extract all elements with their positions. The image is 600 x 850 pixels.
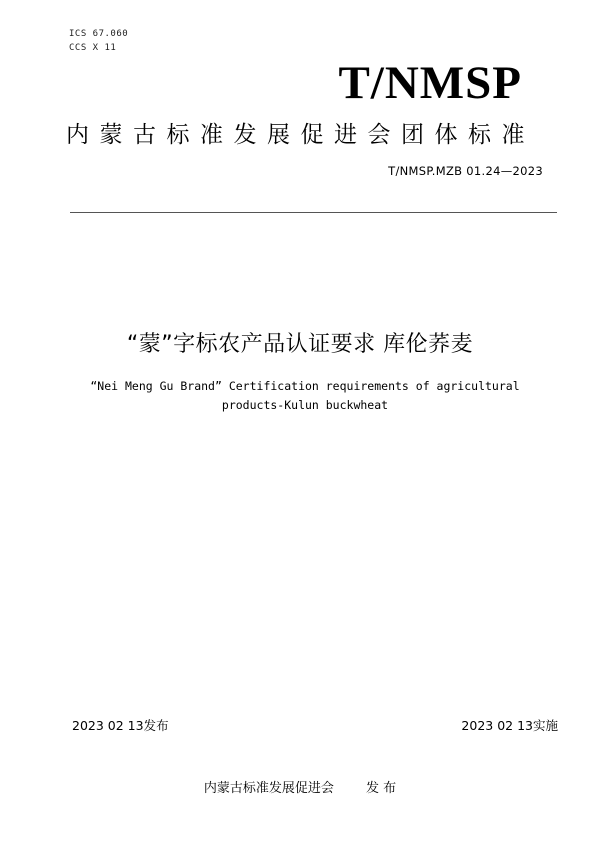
document-title-chinese: “蒙”字标农产品认证要求 库伦荞麦	[126, 332, 474, 357]
document-title-english-line1: “Nei Meng Gu Brand” Certification requirements of agricultural	[90, 379, 520, 393]
publisher-line	[0, 777, 600, 796]
standard-number: T/NMSP.MZB 01.24—2023	[388, 164, 543, 178]
standard-brand-mark: T/NMSP	[338, 57, 522, 109]
document-title-english-line2: products-Kulun buckwheat	[221, 398, 389, 412]
publisher-name: 内蒙古标准发展促进会	[203, 781, 334, 796]
implementation-date: 2023 02 13实施	[461, 718, 558, 733]
publisher-action: 发 布	[365, 781, 397, 796]
organization-title: 内蒙古标准发展促进会团体标准	[66, 122, 535, 148]
ccs-code: CCS X 11	[69, 43, 117, 53]
ics-code: ICS 67.060	[69, 29, 129, 39]
issue-date: 2023 02 13发布	[72, 718, 169, 733]
header-divider	[70, 212, 557, 213]
